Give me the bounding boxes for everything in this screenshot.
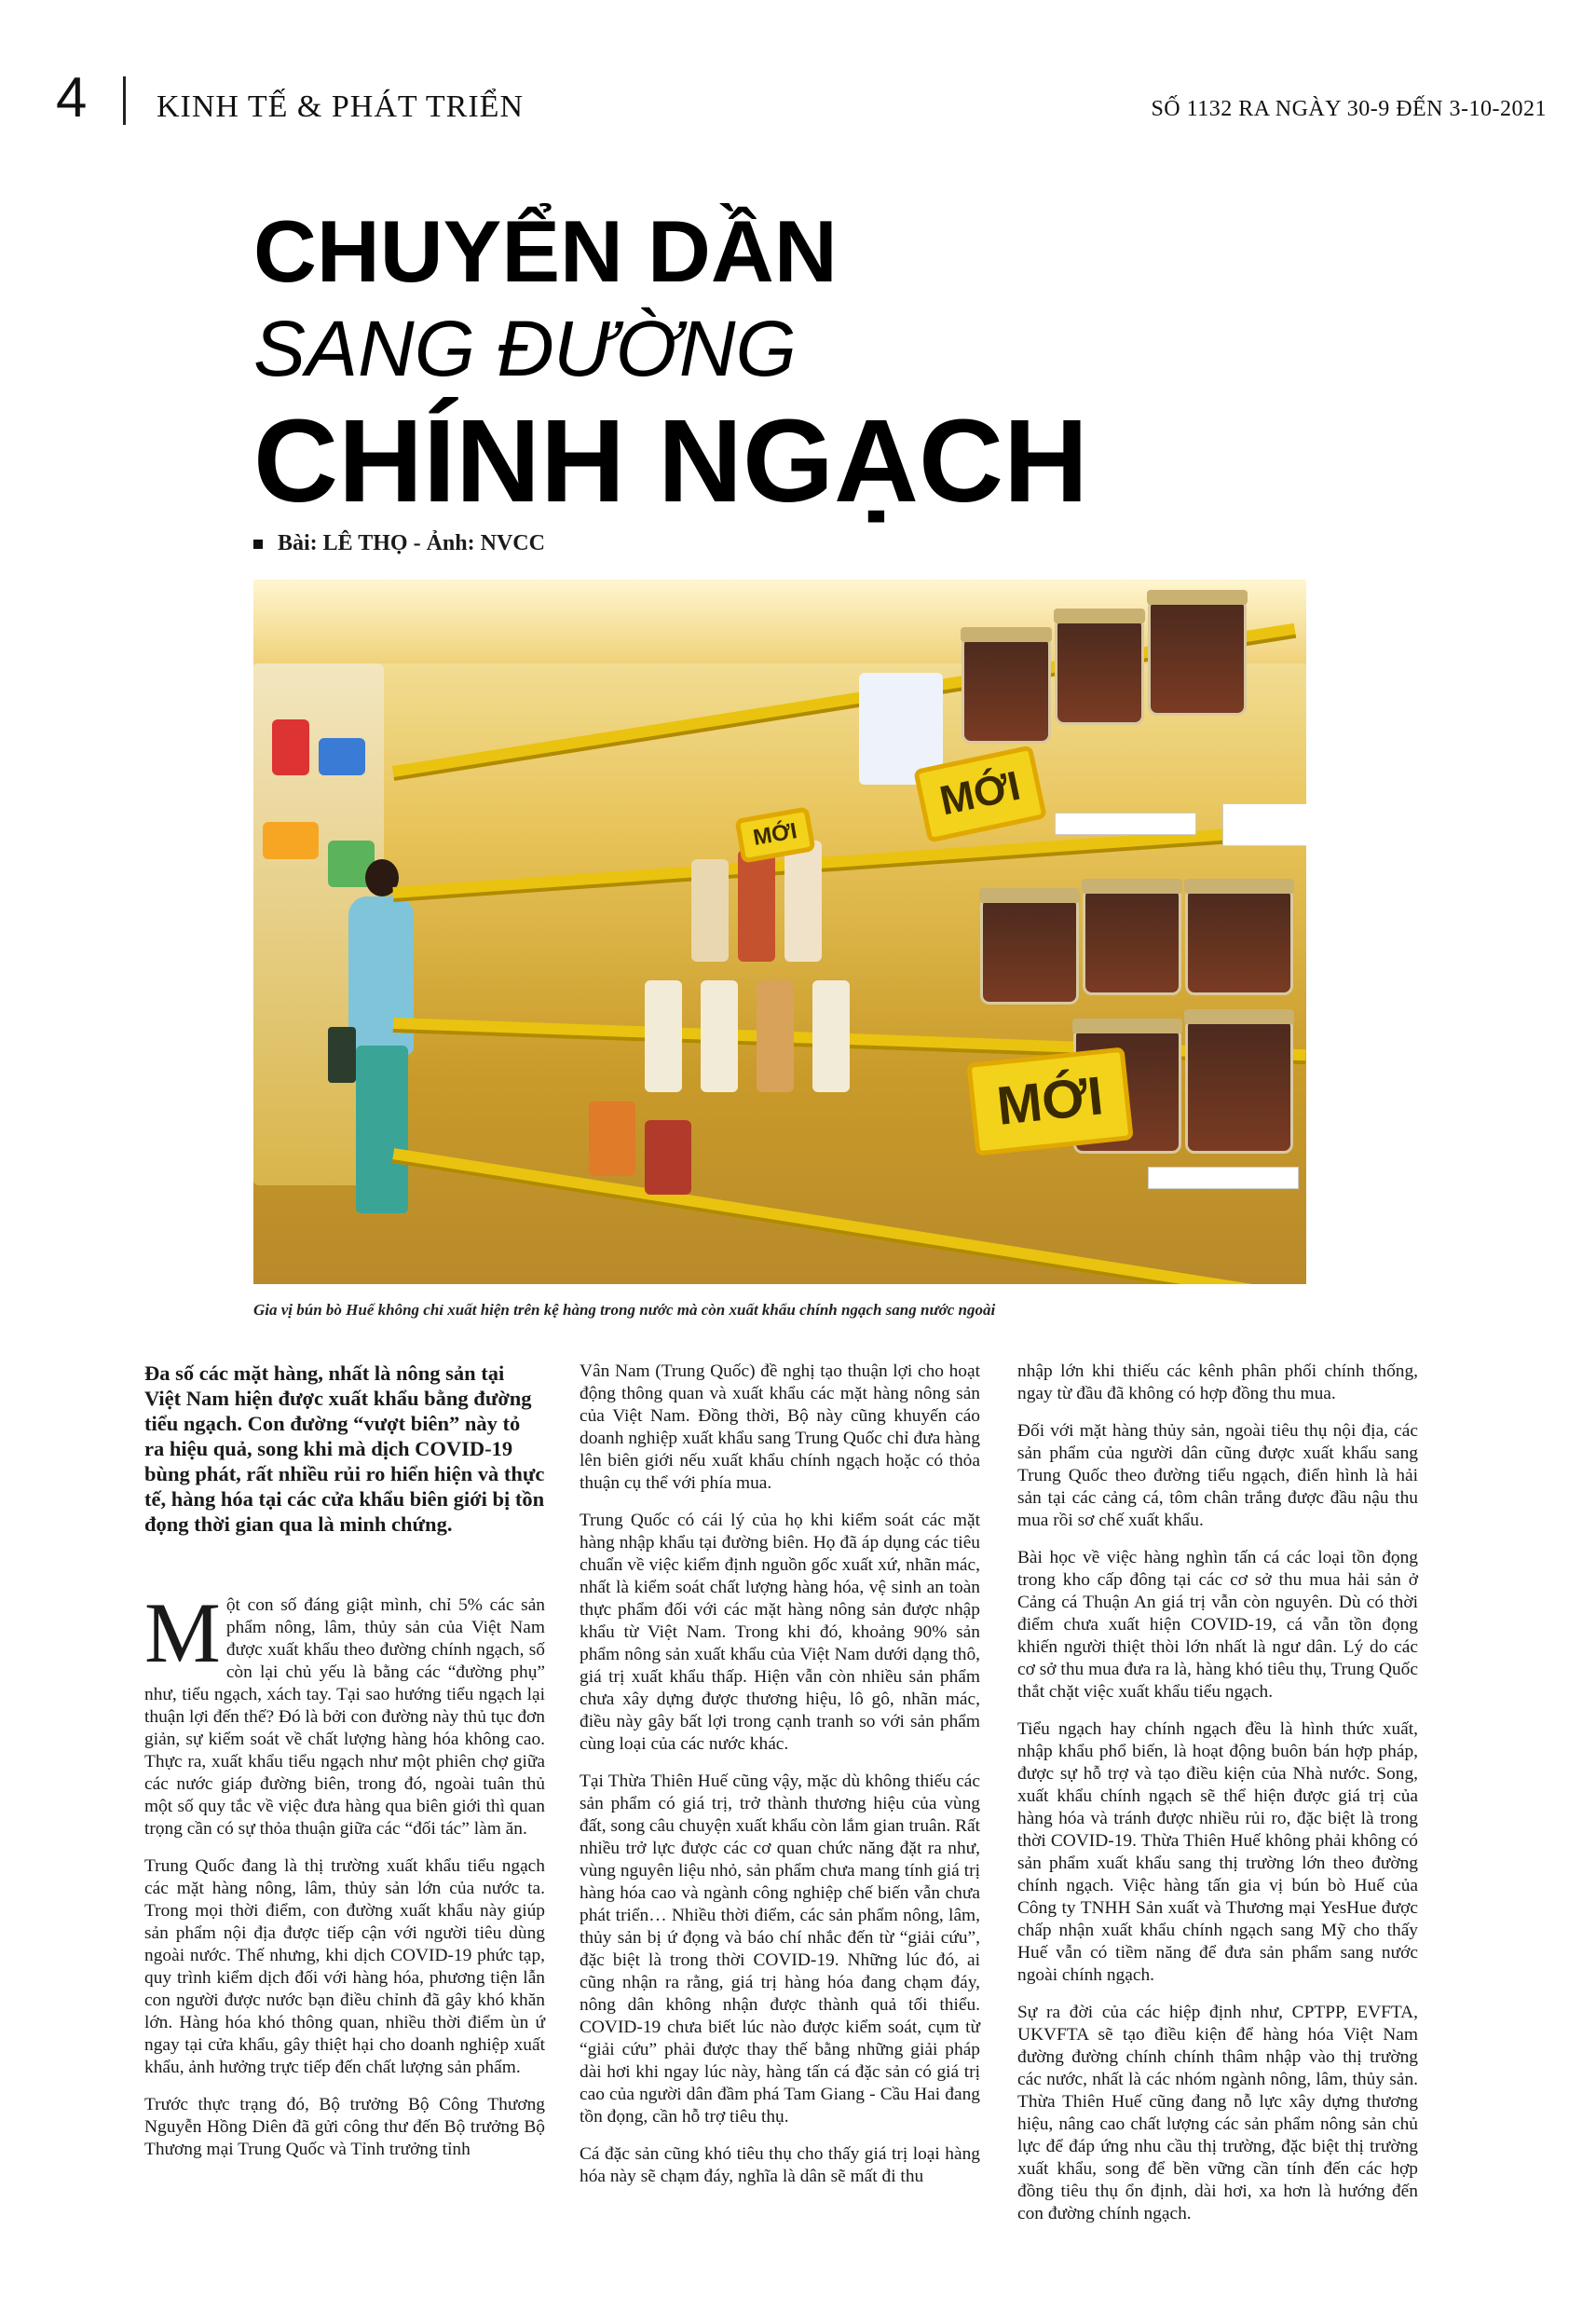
byline-text: Bài: LÊ THỌ - Ảnh: NVCC [278, 531, 545, 555]
article-paragraph: Tại Thừa Thiên Huế cũng vậy, mặc dù không thiếu các sản phẩm có giá trị, trở thành thương hiệu của vùng đất, song câu chuyện xuất khẩu còn lắm gian truân. Rất nhiều trở lực được các cơ quan chức năng đặt ra như, vùng nguyên liệu nhỏ, sản phẩm chưa mang tính giá trị hàng hóa cao và ngành công nghiệp chế biến vẫn chưa phát triển… Nhiều thời điểm, các sản phẩm nông, lâm, thủy sản bị ứ đọng và báo chí nhắc đến từ “giải cứu”, đặc biệt là trong thời COVID-19. Những lúc đó, ai cũng nhận ra rằng, giá trị hàng hóa đang chạm đáy, nông dân không nhận được thành quả tối thiểu. COVID-19 chưa biết lúc nào được kiểm soát, cụm từ “giải cứu” phải được thay thế bằng những giải pháp dài hơi khi ngay lúc này, hàng tấn cá đặc sản có giá trị cao của người dân đầm phá Tam Giang - Cầu Hai đang tồn đọng, cần hỗ trợ tiêu thụ. [580, 1772, 980, 2127]
photo-shopper [328, 859, 430, 1251]
article-paragraph [144, 1585, 545, 1840]
photo-jar [1055, 617, 1144, 725]
photo-bottle [757, 980, 794, 1092]
photo-price-label [1148, 1167, 1299, 1189]
article-paragraph: Bài học về việc hàng nghìn tấn cá các loại tồn đọng trong kho cấp đông tại các cơ sở thu mua hải sản ở Cảng cá Thuận An giá trị vẫn còn nguyên. Dù có thời điểm chưa xuất hiện COVID-19, cá vẫn tồn đọng khiến người thiệt thòi lớn nhất là ngư dân. Lý do các cơ sở thu mua đưa ra là, hàng khó tiêu thụ, Trung Quốc thắt chặt việc xuất khẩu tiểu ngạch. [1017, 1548, 1418, 1702]
header-divider [123, 76, 126, 125]
article-paragraph: Vân Nam (Trung Quốc) đề nghị tạo thuận lợi cho hoạt động thông quan và xuất khẩu các mặt hàng nông sản của Việt Nam. Đồng thời, Bộ này cũng khuyến cáo doanh nghiệp xuất khẩu sang Trung Quốc chỉ đưa hàng lên biên giới nếu xuất khẩu chính ngạch hoặc có thỏa thuận cụ thể với phía mua. [580, 1361, 980, 1493]
paragraph-text: ột con số đáng giật mình, chỉ 5% các sản phẩm nông, lâm, thủy sản của Việt Nam được xuất khẩu theo đường chính ngạch, số còn lại chủ yếu là bằng các “đường phụ” như, tiểu ngạch, xách tay. Tại sao hướng tiểu ngạch lại thuận lợi đến thế? Đó là bởi con đường này thủ tục đơn giản, sự kiểm soát về chất lượng hàng hóa không cao. Thực ra, xuất khẩu tiểu ngạch như một phiên chợ giữa các nước giáp đường biên, trong đó, ngoài tuân thủ một số quy tắc về việc đưa hàng qua biên giới thì quan trọng cần có sự thỏa thuận giữa các “đối tác” làm ăn. [144, 1595, 545, 1839]
article-photo [253, 580, 1306, 1284]
byline [253, 531, 545, 556]
headline-line-2: SANG ĐƯỜNG [253, 305, 797, 392]
article-lead: Đa số các mặt hàng, nhất là nông sản tại Việt Nam hiện được xuất khẩu bằng đường tiểu ngạch. Con đường “vượt biên” này tỏ ra hiệu quả, song khi mà dịch COVID-19 bùng phát, rất nhiều rủi ro hiển hiện và thực tế, hàng hóa tại các cửa khẩu biên giới bị tồn đọng thời gian qua là minh chứng. [144, 1361, 545, 1536]
article-paragraph: Trước thực trạng đó, Bộ trưởng Bộ Công Thương Nguyễn Hồng Diên đã gửi công thư đến Bộ trưởng Bộ Thương mại Trung Quốc và Tỉnh trưởng tỉnh [144, 2095, 545, 2159]
section-title: KINH TẾ & PHÁT TRIỂN [157, 89, 524, 124]
photo-new-tag: MỚI [913, 745, 1047, 842]
photo-bottle [691, 859, 729, 962]
article-column-2 [580, 1361, 980, 2203]
photo-jar [962, 636, 1051, 744]
photo-jar [1185, 887, 1293, 995]
article-column-3 [1017, 1361, 1418, 2240]
photo-jar [980, 896, 1079, 1005]
photo-product [589, 1101, 635, 1176]
photo-jar [1185, 1018, 1293, 1154]
photo-price-label [1055, 813, 1196, 835]
headline-line-1: CHUYỂN DẦN [253, 202, 838, 300]
photo-jar [1083, 887, 1181, 995]
drop-cap: M [144, 1585, 221, 1680]
headline-line-3: CHÍNH NGẠCH [253, 395, 1088, 527]
photo-product [263, 822, 319, 859]
article-paragraph: Cá đặc sản cũng khó tiêu thụ cho thấy giá trị loại hàng hóa này sẽ chạm đáy, nghĩa là dân sẽ mất đi thu [580, 2144, 980, 2186]
article-column-1 [144, 1361, 545, 2176]
article-paragraph: Sự ra đời của các hiệp định như, CPTPP, EVFTA, UKVFTA sẽ tạo điều kiện để hàng hóa Việt Nam đường đường chính chính thâm nhập vào thị trường các nước, nhất là các nhóm ngành nông, lâm, thủy sản. Thừa Thiên Huế cũng đang nỗ lực xây dựng thương hiệu, nâng cao chất lượng các sản phẩm nông sản chủ lực để đáp ứng nhu cầu thị trường, đặc biệt thị trường xuất khẩu, song để bền vững cần tính đến các hợp đồng tiêu thụ ổn định, dài hơi, xa hơn là hướng đến con đường chính ngạch. [1017, 2003, 1418, 2223]
article-paragraph: nhập lớn khi thiếu các kênh phân phối chính thống, ngay từ đầu đã không có hợp đồng thu mua. [1017, 1361, 1418, 1403]
photo-bottle [784, 841, 822, 962]
photo-bottle [701, 980, 738, 1092]
photo-new-tag: MỚI [734, 806, 815, 863]
photo-product [319, 738, 365, 775]
article-paragraph: Trung Quốc đang là thị trường xuất khẩu tiểu ngạch các mặt hàng nông, lâm, thủy sản lớn của nước ta. Trong mọi thời điểm, con đường xuất khẩu này giúp sản phẩm nội địa được tiếp cận với người tiêu dùng ngoài nước. Thế nhưng, khi dịch COVID-19 phức tạp, quy trình kiểm dịch đối với hàng hóa, phương tiện lẫn con người được nước bạn điều chỉnh đã gây khó khăn lớn. Hàng hóa khó thông quan, nhiều thời điểm ùn ứ ngay tại cửa khẩu, gây thiệt hại cho doanh nghiệp xuất khẩu, ảnh hưởng trực tiếp đến chất lượng sản phẩm. [144, 1856, 545, 2077]
byline-bullet-icon [253, 540, 263, 549]
page-number: 4 [56, 66, 88, 129]
photo-caption: Gia vị bún bò Huế không chỉ xuất hiện trên kệ hàng trong nước mà còn xuất khẩu chính ngạch sang nước ngoài [253, 1301, 996, 1319]
article-paragraph: Đối với mặt hàng thủy sản, ngoài tiêu thụ nội địa, các sản phẩm của người dân cũng được xuất khẩu sang Trung Quốc theo đường tiểu ngạch, điển hình là hải sản tại các cảng cá, tôm chân trắng được đầu nậu thu mua rồi sơ chế xuất khẩu. [1017, 1421, 1418, 1530]
photo-product [272, 719, 309, 775]
article-headline [253, 202, 1088, 527]
page-header [56, 65, 1547, 130]
article-paragraph: Trung Quốc có cái lý của họ khi kiểm soát các mặt hàng nhập khẩu tại đường biên. Họ đã áp dụng các tiêu chuẩn về việc kiểm định nguồn gốc xuất xứ, nhãn mác, nhất là kiểm soát chất lượng hàng hóa, vệ sinh an toàn thực phẩm đối với các mặt hàng nông sản được nhập khẩu từ Việt Nam. Trong khi đó, khoảng 90% sản phẩm nông sản xuất khẩu của Việt Nam dưới dạng thô, giá trị xuất khẩu thấp. Hiện vẫn còn nhiều sản phẩm chưa xây dựng được thương hiệu, lô gô, nhãn mác, điều này gây bất lợi trong cạnh tranh so với sản phẩm cùng loại của các nước khác. [580, 1511, 980, 1754]
photo-product [645, 1120, 691, 1195]
photo-bottle [738, 850, 775, 962]
photo-bottle [645, 980, 682, 1092]
photo-price-label [1222, 803, 1306, 846]
issue-info: SỐ 1132 RA NGÀY 30-9 ĐẾN 3-10-2021 [1151, 97, 1547, 121]
photo-jar [1148, 598, 1247, 716]
photo-bottle [812, 980, 850, 1092]
photo-new-tag: MỚI [966, 1047, 1134, 1156]
article-paragraph: Tiểu ngạch hay chính ngạch đều là hình thức xuất, nhập khẩu phổ biến, là hoạt động buôn bán hợp pháp, được sự hỗ trợ và tạo điều kiện của Nhà nước. Song, xuất khẩu chính ngạch sẽ thể hiện được giá trị của hàng hóa và tránh được nhiều rủi ro, đặc biệt là trong thời COVID-19. Thừa Thiên Huế không phải không có sản phẩm xuất khẩu sang thị trường lớn theo đường chính ngạch. Việc hàng tấn gia vị bún bò Huế của Công ty TNHH Sản xuất và Thương mại YesHue được chấp nhận xuất khẩu chính ngạch sang Mỹ cho thấy Huế vẫn có tiềm năng để đưa sản phẩm sang nước ngoài chính ngạch. [1017, 1719, 1418, 1985]
